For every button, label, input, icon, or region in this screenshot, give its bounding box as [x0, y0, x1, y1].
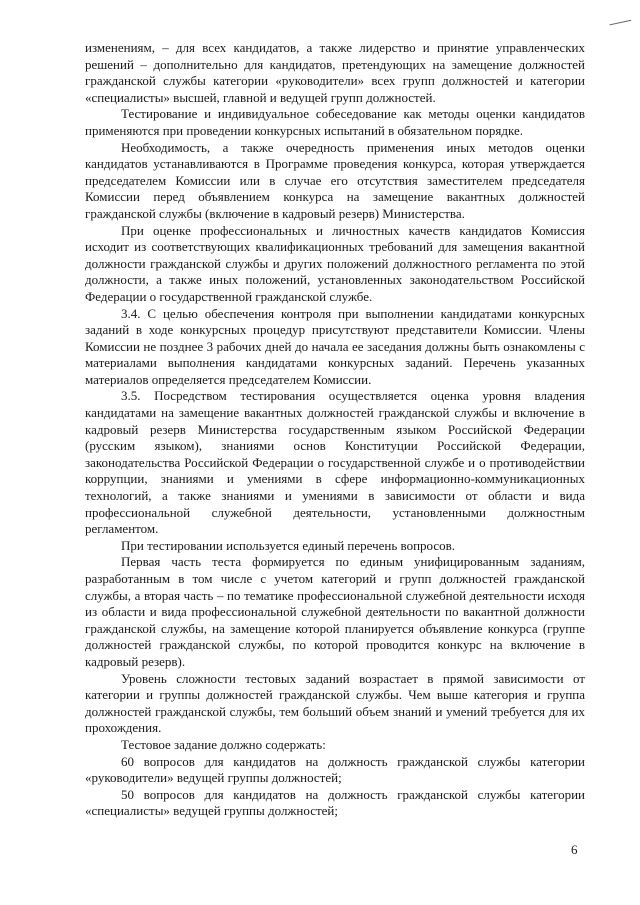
paragraph-3: Необходимость, а также очередность применения иных методов оценки кандидатов устанавливаются в Программе проведения конкурса, которая утверждается председателем Комиссии или в случае его отсутствия заместителем председателя Комиссии перед объявлением конкурса на замещение вакантных должностей гражданской службы (включение в кадровый резерв) Министерства.: [85, 139, 585, 221]
paragraph-4: При оценке профессиональных и личностных качеств кандидатов Комиссия исходит из соответствующих квалификационных требований для замещения вакантной должности гражданской службы и других положений должностного регламента по этой должности, а также иных положений, установленных законодательством Российской Федерации о государственной гражданской службе.: [85, 222, 585, 304]
page-number: 6: [571, 842, 578, 857]
paragraph-7: При тестировании используется единый перечень вопросов.: [121, 537, 456, 553]
paragraph-8: Первая часть теста формируется по единым унифицированным заданиям, разработанным в том числе с учетом категорий и групп должностей гражданской службы, а вторая часть – по тематике профессиональной служебной деятельности исходя из области и вида профессиональной служебной деятельности по вакантной должности гражданской службы, на замещение которой планируется объявление конкурса (группе должностей гражданской службы, по которой проводится конкурс на включение в кадровый резерв).: [85, 554, 585, 669]
document-body: [85, 40, 585, 820]
paragraph-5: 3.4. С целью обеспечения контроля при выполнении кандидатами конкурсных заданий в ходе конкурсных процедур присутствуют представители Комиссии. Члены Комиссии не позднее 3 рабочих дней до начала ее заседания должны быть ознакомлены с материалами выполнения кандидатами конкурсных заданий. Перечень указанных материалов определяется председателем Комиссии.: [85, 305, 585, 387]
paragraph-11: 60 вопросов для кандидатов на должность гражданской службы категории «руководители» ведущей группы должностей;: [85, 753, 585, 786]
paragraph-9: Уровень сложности тестовых заданий возрастает в прямой зависимости от категории и группы должностей гражданской службы. Чем выше категория и группа должностей гражданской службы, тем больший объем знаний и умений требуется для их прохождения.: [85, 670, 585, 736]
paragraph-10: Тестовое задание должно содержать:: [121, 736, 326, 752]
paragraph-1: изменениям, – для всех кандидатов, а также лидерство и принятие управленческих решений – дополнительно для кандидатов, претендующих на замещение должностей гражданской службы категории «руководители» всех групп должностей и категории «специалисты» высшей, главной и ведущей групп должностей.: [85, 40, 585, 105]
scan-mark: [610, 20, 633, 31]
paragraph-2: Тестирование и индивидуальное собеседование как методы оценки кандидатов применяются при проведении конкурсных испытаний в обязательном порядке.: [85, 106, 585, 138]
paragraph-12: 50 вопросов для кандидатов на должность гражданской службы категории «специалисты» ведущей группы должностей;: [85, 786, 585, 819]
paragraph-6: 3.5. Посредством тестирования осуществляется оценка уровня владения кандидатами на замещение вакантных должностей гражданской службы и включение в кадровый резерв Министерства государственным языком Российской Федерации (русским языком), знаниями основ Конституции Российской Федерации, законодательства Российской Федерации о государственной службе и о противодействии коррупции, знаниями и умениями в сфере информационно-коммуникационных технологий, а также знаниями и умениями в зависимости от области и вида профессиональной служебной деятельности, установленными должностным регламентом.: [85, 388, 585, 537]
